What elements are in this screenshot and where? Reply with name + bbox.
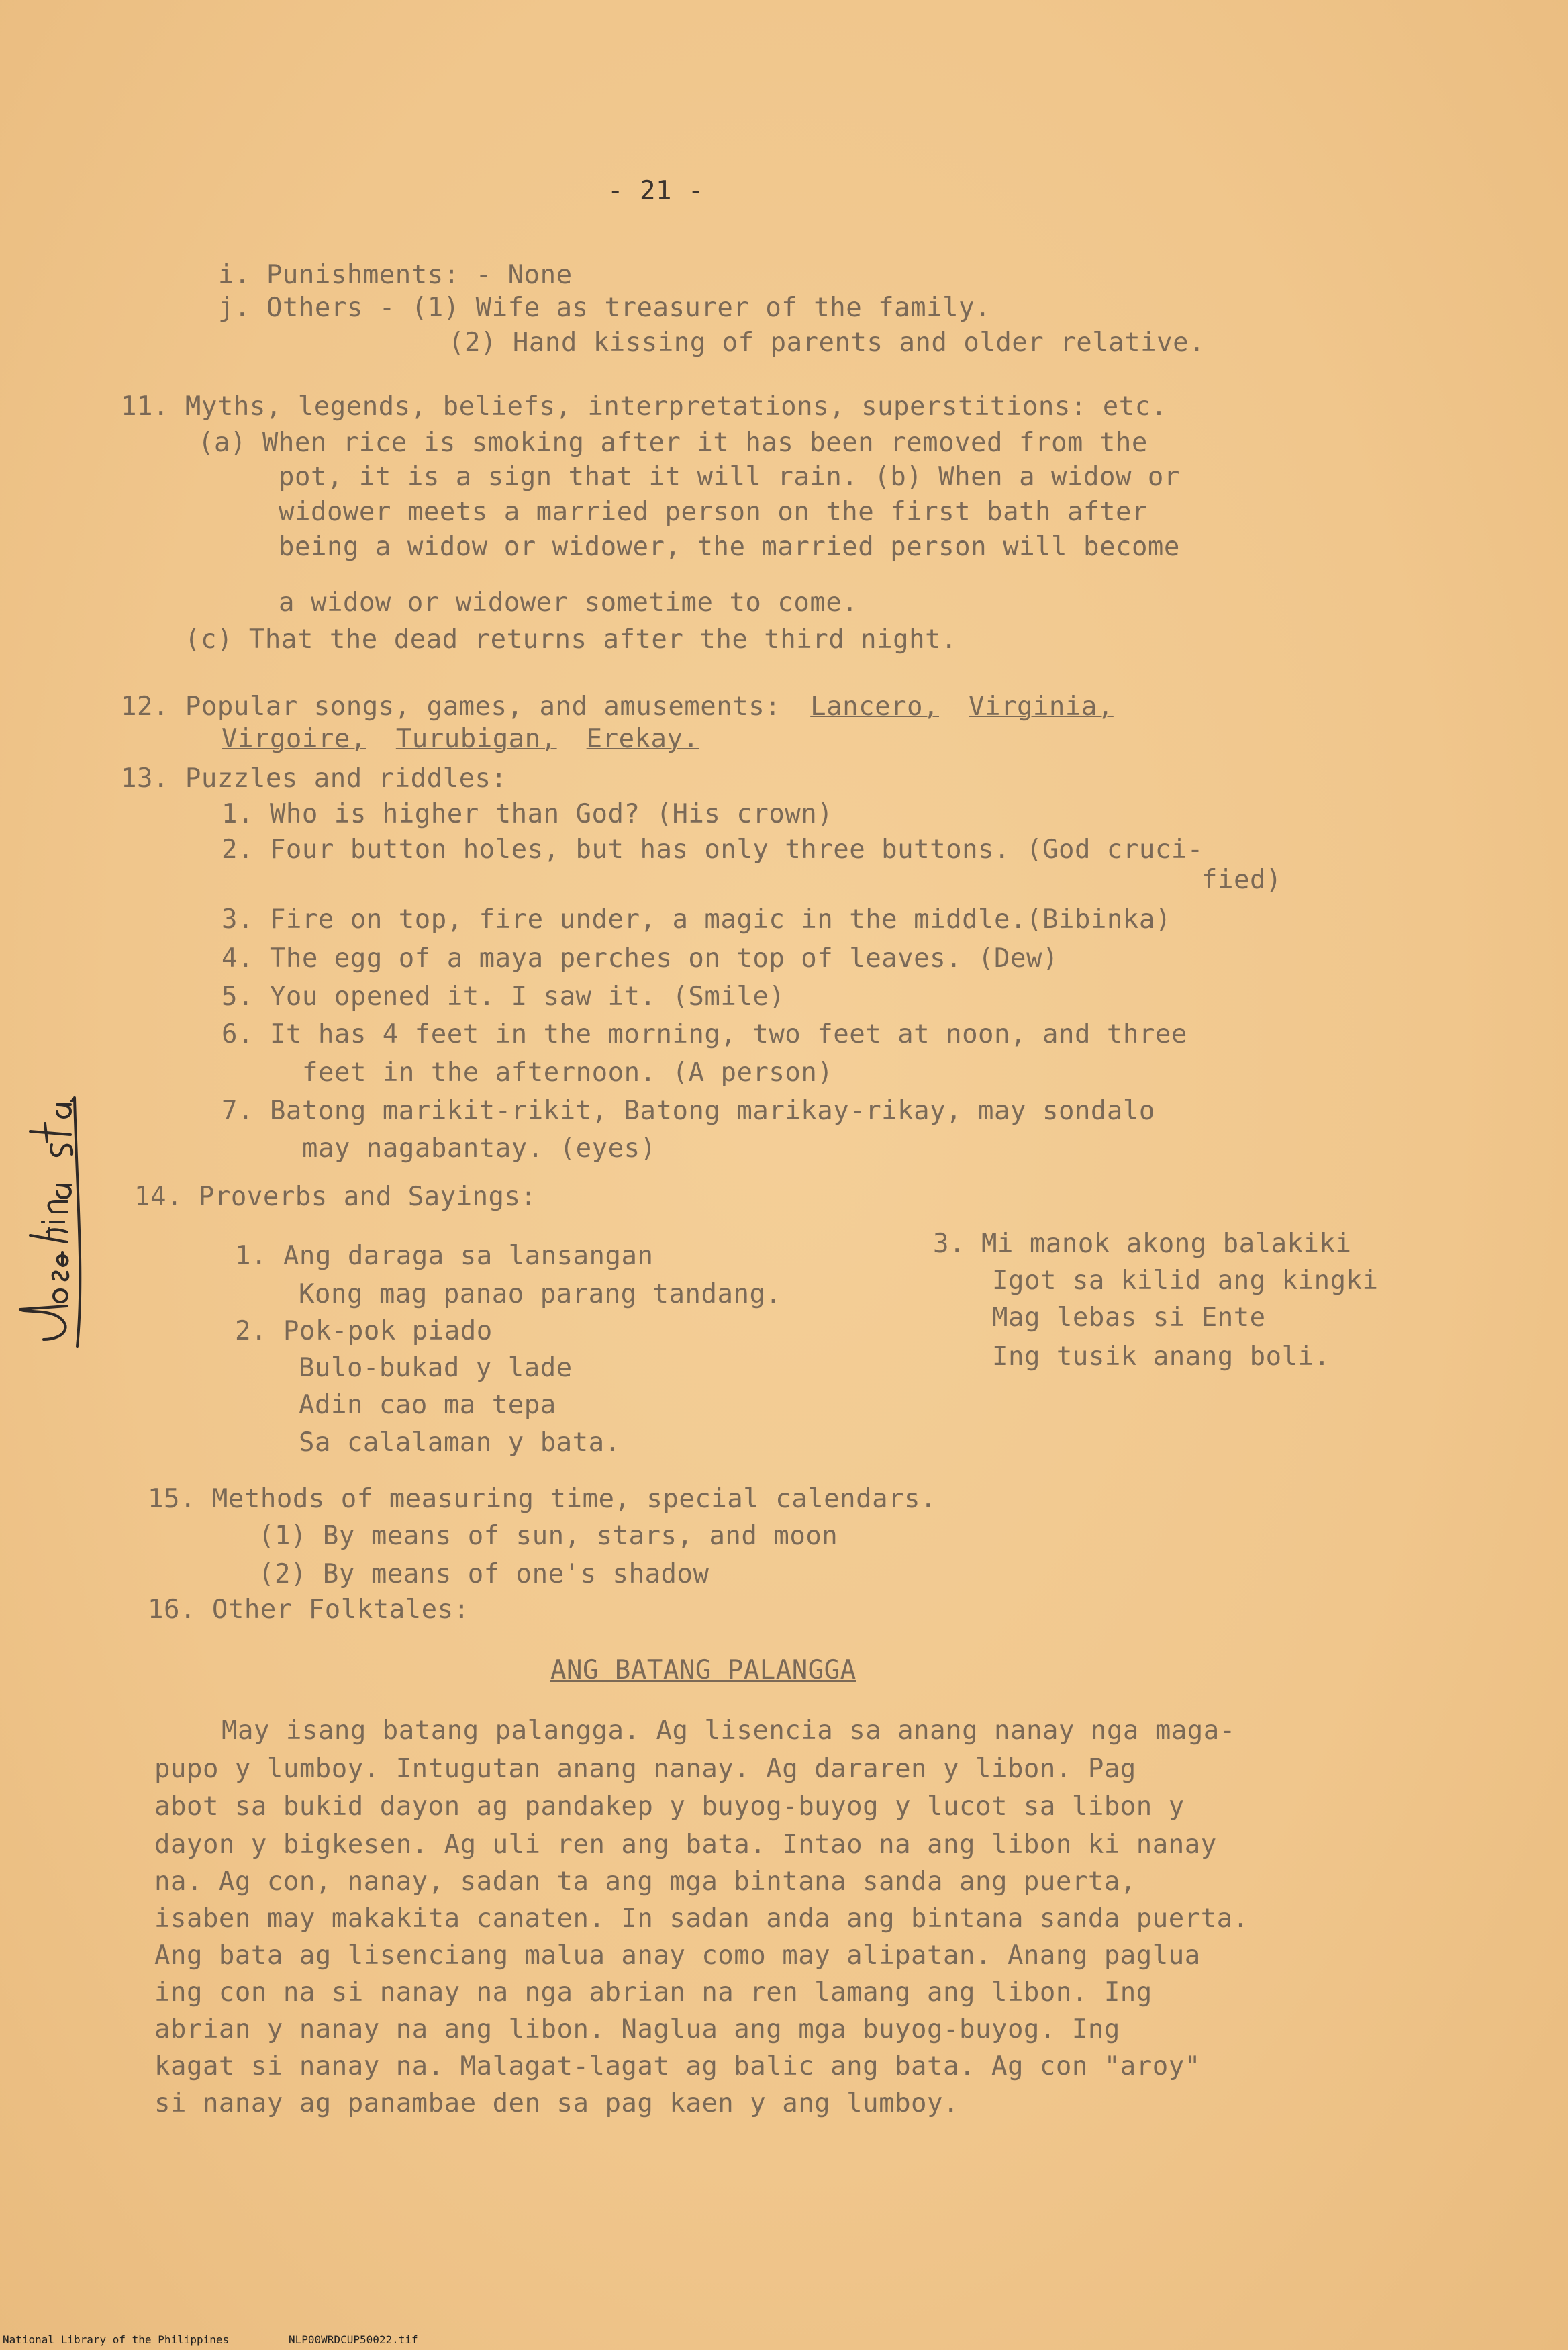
proverb-left-line: Bulo-bukad y lade <box>299 1353 573 1383</box>
section-16-heading: 16. Other Folktales: <box>148 1595 470 1625</box>
story-line: abrian y nanay na ang libon. Naglua ang mga buyog-buyog. Ing <box>154 2014 1120 2044</box>
song-item: Virginia, <box>969 692 1114 722</box>
item-10j-1: j. Others - (1) Wife as treasurer of the family. <box>218 293 991 323</box>
section-12-prefix: 12. Popular songs, games, and amusements: <box>121 692 781 722</box>
section-11-line: (c) That the dead returns after the third night. <box>185 624 958 655</box>
section-13-heading: 13. Puzzles and riddles: <box>121 763 507 794</box>
item-10i: i. Punishments: - None <box>218 260 573 290</box>
proverb-left-line: Kong mag panao parang tandang. <box>299 1279 782 1309</box>
section-15-line: (2) By means of one's shadow <box>258 1559 709 1589</box>
riddle-line: 2. Four button holes, but has only three buttons. (God cruci- <box>222 835 1204 865</box>
proverb-right-line: 3. Mi manok akong balakiki <box>933 1229 1352 1259</box>
proverb-right-line: Ing tusik anang boli. <box>992 1342 1330 1372</box>
section-12-line-2 <box>222 724 699 755</box>
riddle-line: may nagabantay. (eyes) <box>302 1133 656 1164</box>
story-title: ANG BATANG PALANGGA <box>550 1655 856 1685</box>
section-11-heading: 11. Myths, legends, beliefs, interpretations, superstitions: etc. <box>121 391 1167 422</box>
section-15-line: (1) By means of sun, stars, and moon <box>258 1521 838 1551</box>
footer-right: NLP00WRDCUP50022.tif <box>289 2333 418 2346</box>
story-line: na. Ag con, nanay, sadan ta ang mga bintana sanda ang puerta, <box>154 1867 1136 1897</box>
riddle-line: 1. Who is higher than God? (His crown) <box>222 799 834 829</box>
riddle-line: 7. Batong marikit-rikit, Batong marikay-rikay, may sondalo <box>222 1096 1155 1126</box>
proverb-left-line: 1. Ang daraga sa lansangan <box>235 1241 654 1271</box>
riddle-line: 4. The egg of a maya perches on top of leaves. (Dew) <box>222 943 1059 974</box>
song-item: Turubigan, <box>395 724 557 754</box>
proverb-right-line: Igot sa kilid ang kingki <box>992 1266 1379 1296</box>
handwritten-signature <box>13 1027 87 1376</box>
item-10j-2: (2) Hand kissing of parents and older relative. <box>448 328 1206 358</box>
riddle-line: 5. You opened it. I saw it. (Smile) <box>222 982 785 1012</box>
footer-left: National Library of the Philippines <box>3 2333 230 2346</box>
section-14-heading: 14. Proverbs and Sayings: <box>134 1182 537 1212</box>
story-line: abot sa bukid dayon ag pandakep y buyog-buyog y lucot sa libon y <box>154 1791 1185 1822</box>
section-11-line: being a widow or widower, the married person will become <box>279 532 1180 562</box>
story-line: isaben may makakita canaten. In sadan anda ang bintana sanda puerta. <box>154 1903 1249 1934</box>
proverb-left-line: Adin cao ma tepa <box>299 1390 556 1420</box>
story-line: kagat si nanay na. Malagat-lagat ag balic ang bata. Ag con "aroy" <box>154 2051 1201 2081</box>
riddle-line: fied) <box>1202 865 1282 895</box>
section-11-line: pot, it is a sign that it will rain. (b) When a widow or <box>279 462 1180 492</box>
story-line: Ang bata ag lisenciang malua anay como may alipatan. Anang paglua <box>154 1940 1201 1971</box>
proverb-right-line: Mag lebas si Ente <box>992 1303 1266 1333</box>
proverb-left-line: Sa calalaman y bata. <box>299 1427 621 1458</box>
song-item: Erekay. <box>586 724 699 754</box>
riddle-line: 6. It has 4 feet in the morning, two feet at noon, and three <box>222 1019 1187 1049</box>
section-11-line: widower meets a married person on the first bath after <box>279 497 1148 527</box>
page-number: - 21 - <box>607 176 704 206</box>
riddle-line: 3. Fire on top, fire under, a magic in the middle.(Bibinka) <box>222 904 1171 935</box>
section-15-heading: 15. Methods of measuring time, special calendars. <box>148 1484 937 1514</box>
story-line: pupo y lumboy. Intugutan anang nanay. Ag dararen y libon. Pag <box>154 1754 1136 1784</box>
section-12-line-1 <box>121 692 1114 722</box>
riddle-line: feet in the afternoon. (A person) <box>302 1058 834 1088</box>
section-11-line: a widow or widower sometime to come. <box>279 588 859 618</box>
section-11-line: (a) When rice is smoking after it has been removed from the <box>198 428 1148 458</box>
story-line: ing con na si nanay na nga abrian na ren lamang ang libon. Ing <box>154 1977 1153 2008</box>
story-line: dayon y bigkesen. Ag uli ren ang bata. Intao na ang libon ki nanay <box>154 1830 1217 1860</box>
story-line: si nanay ag panambae den sa pag kaen y ang lumboy. <box>154 2088 959 2118</box>
song-item: Lancero, <box>810 692 940 722</box>
proverb-left-line: 2. Pok-pok piado <box>235 1316 493 1346</box>
story-line: May isang batang palangga. Ag lisencia sa anang nanay nga maga- <box>222 1715 1236 1746</box>
song-item: Virgoire, <box>222 724 366 754</box>
